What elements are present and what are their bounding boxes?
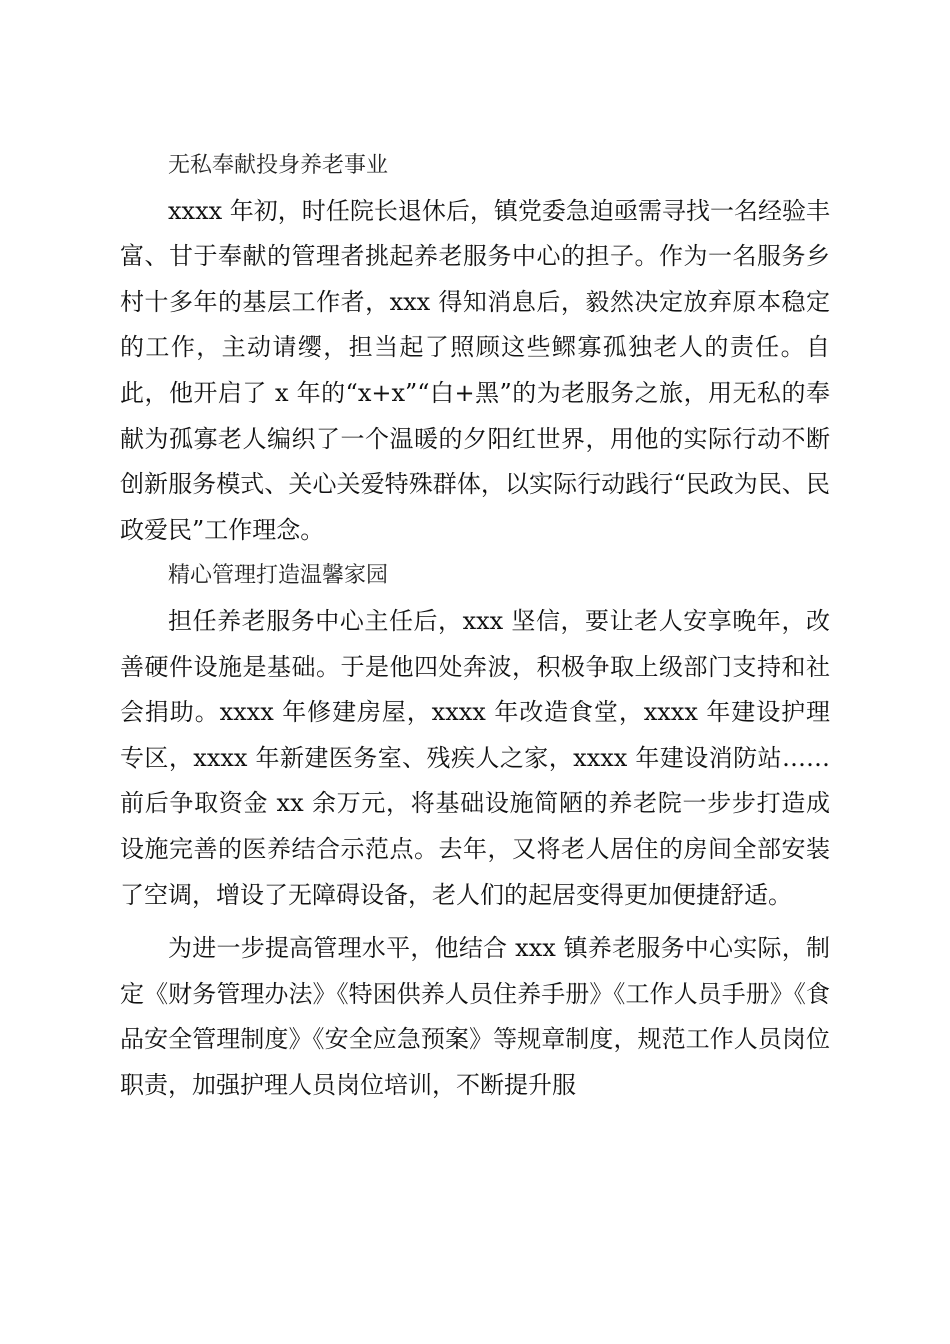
paragraph-gap (120, 918, 830, 926)
document-body (120, 143, 830, 1108)
section-heading-1: 无私奉献投身养老事业 (168, 153, 389, 178)
paragraph-3: 为进一步提高管理水平，他结合 xxx 镇养老服务中心实际，制定《财务管理办法》《特困供养人员住养手册》《工作人员手册》《食品安全管理制度》《安全应急预案》等规章制度，规范工作人员岗位职责，加强护理人员岗位培训，不断提升服 (120, 934, 830, 1099)
paragraph-2: 担任养老服务中心主任后，xxx 坚信，要让老人安享晚年，改善硬件设施是基础。于是他四处奔波，积极争取上级部门支持和社会捐助。xxxx 年修建房屋，xxxx 年改造食堂，xxxx 年建设护理专区，xxxx 年新建医务室、残疾人之家，xxxx 年建设消防站……前后争取资金 xx 余万元，将基础设施简陋的养老院一步步打造成设施完善的医养结合示范点。去年，又将老人居住的房间全部安装了空调，增设了无障碍设备，老人们的起居变得更加便捷舒适。 (120, 606, 830, 909)
paragraph-1: xxxx 年初，时任院长退休后，镇党委急迫亟需寻找一名经验丰富、甘于奉献的管理者挑起养老服务中心的担子。作为一名服务乡村十多年的基层工作者，xxx 得知消息后，毅然决定放弃原本稳定的工作，主动请缨，担当起了照顾这些鳏寡孤独老人的责任。自此，他开启了 x 年的“x+x”“白+黑”的为老服务之旅，用无私的奉献为孤寡老人编织了一个温暖的夕阳红世界，用他的实际行动不断创新服务模式、关心关爱特殊群体，以实际行动践行“民政为民、民政爱民”工作理念。 (120, 196, 830, 544)
section-heading-2: 精心管理打造温馨家园 (168, 563, 389, 589)
